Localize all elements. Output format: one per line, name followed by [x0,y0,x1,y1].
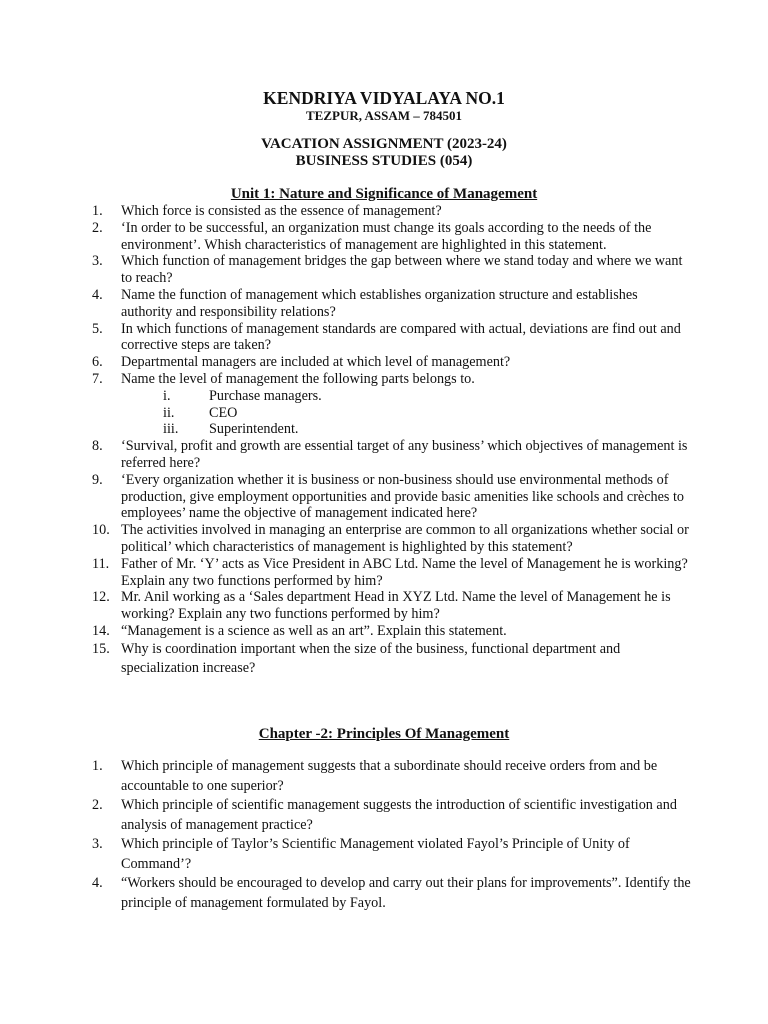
roman-number: ii. [163,404,175,421]
sub-question-text: Superintendent. [209,421,299,438]
sub-question-item [121,421,692,438]
roman-number: i. [163,387,171,404]
question-text: Why is coordination important when the size of the business, functional department and specialization increase? [121,640,621,676]
question-text: Which function of management bridges the gap between where we stand today and where we want to reach? [121,253,683,287]
question-item [92,253,692,287]
unit1-heading: Unit 1: Nature and Significance of Management [230,186,538,202]
question-item [92,321,692,355]
school-address: TEZPUR, ASSAM – 784501 [305,108,463,123]
subject-title: BUSINESS STUDIES (054) [295,153,473,169]
question-number: 4. [92,286,103,303]
question-text: ‘In order to be successful, an organization must change its goals according to the needs of the environment’. Whish characteristics of management are highlighted in this statement. [121,219,652,253]
question-number: 5. [92,320,103,337]
question-number: 9. [92,471,103,488]
question-number: 14. [92,622,110,639]
question-number: 3. [92,253,103,270]
question-number: 8. [92,438,103,455]
question-text: Name the level of management the following parts belongs to. [121,370,475,387]
sub-question-list [121,388,692,438]
question-number: 1. [92,758,103,774]
question-number: 10. [92,522,110,539]
question-number: 6. [92,354,103,371]
question-item [92,556,692,590]
question-item [92,640,692,678]
question-text: Which force is consisted as the essence of management? [121,203,442,219]
question-item [92,220,692,254]
question-item [92,874,692,913]
sub-question-item [121,405,692,422]
question-number: 2. [92,797,103,813]
sub-question-text: CEO [209,404,238,421]
question-number: 12. [92,589,110,606]
question-item [92,472,692,522]
question-text: Departmental managers are included at which level of management? [121,354,511,371]
question-item [92,796,692,835]
question-text: Name the function of management which establishes organization structure and establishes authority and responsibility relations? [121,286,638,320]
question-item [92,757,692,796]
question-text: Which principle of scientific management suggests the introduction of scientific investigation and analysis of management practice? [121,797,677,833]
sub-question-item [121,388,692,405]
question-item [92,522,692,556]
question-number: 1. [92,203,103,219]
question-text: ‘Survival, profit and growth are essential target of any business’ which objectives of management is referred here? [121,438,688,471]
question-number: 7. [92,370,103,387]
question-text: Father of Mr. ‘Y’ acts as Vice President in ABC Ltd. Name the level of Management he is working? Explain any two functions performed by him? [121,555,688,589]
question-item [92,438,692,472]
roman-number: iii. [163,421,179,438]
question-item [92,287,692,321]
question-number: 11. [92,555,110,572]
question-item [92,589,692,623]
question-item [92,371,692,438]
school-name: KENDRIYA VIDYALAYA NO.1 [263,88,505,108]
question-text: ‘Every organization whether it is business or non-business should use environmental methods of production, give employment opportunities and provide basic amenities like schools and crèches to employees’ name the objective of management indicated here? [121,471,685,522]
question-number: 2. [92,219,103,236]
question-text: Which principle of Taylor’s Scientific Management violated Fayol’s Principle of Unity of Command’? [121,836,630,872]
question-text: In which functions of management standards are compared with actual, deviations are find out and corrective steps are taken? [121,320,681,354]
question-number: 3. [92,836,103,852]
chapter2-question-list [92,757,692,913]
question-text: Which principle of management suggests that a subordinate should receive orders from and be accountable to one superior? [121,758,658,794]
question-item [92,203,692,220]
question-text: “Management is a science as well as an art”. Explain this statement. [121,622,507,639]
question-item [92,835,692,874]
question-item [92,623,692,640]
sub-question-text: Purchase managers. [209,387,322,404]
unit1-question-list [92,203,692,678]
question-text: The activities involved in managing an enterprise are common to all organizations whether social or political’ which characteristics of management is highlighted by this statement? [121,522,689,555]
question-text: Mr. Anil working as a ‘Sales department Head in XYZ Ltd. Name the level of Management he is working? Explain any two functions performed by him? [121,589,671,623]
assignment-title: VACATION ASSIGNMENT (2023-24) [261,136,507,152]
question-text: “Workers should be encouraged to develop and carry out their plans for improvements”. Identify the principle of management formulated by Fayol. [121,875,691,911]
question-item [92,354,692,371]
question-number: 15. [92,640,110,657]
chapter2-heading: Chapter -2: Principles Of Management [258,726,510,742]
question-number: 4. [92,875,103,891]
